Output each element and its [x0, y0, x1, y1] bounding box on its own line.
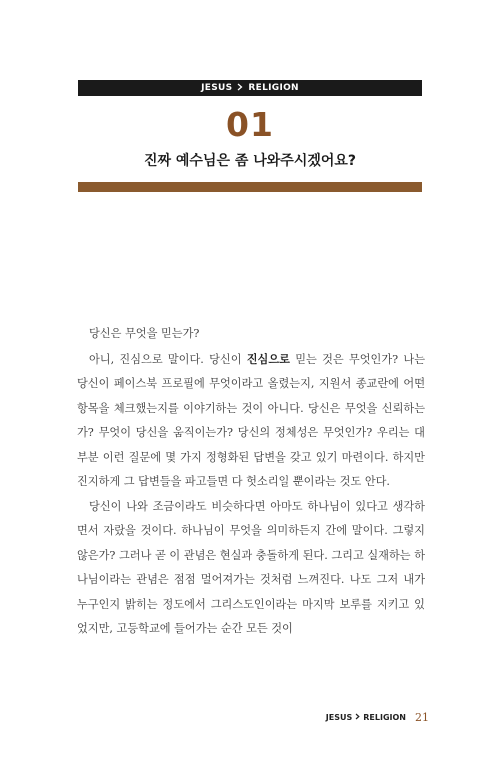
paragraph-2-emphasis: 진심으로	[246, 351, 290, 366]
footer-section-label	[326, 713, 406, 722]
paragraph-2-rest: 믿는 것은 무엇인가? 나는 당신이 페이스북 프로필에 무엇이라고 올렸는지, 지원서 종교란에 어떤 항목을 체크했는지를 이야기하는 것이 아니다. 당신은 무엇을 신뢰하는가? 무엇이 당신을 움직이는가? 당신의 정체성은 무엇인가? 우리는 대부분 이런 질문에 몇 가지 정형화된 답변을 갖고 있기 마련이다. 하지만 진지하게 그 답변들을 파고들면 다 헛소리일 뿐이라는 것도 안다.	[77, 352, 425, 488]
body-text	[77, 322, 425, 642]
page-footer	[326, 711, 429, 724]
banner-label-religion: RELIGION	[248, 83, 299, 93]
paragraph-2	[77, 347, 425, 495]
banner-label-jesus: JESUS	[201, 83, 233, 93]
section-banner	[78, 80, 422, 96]
chevron-right-icon	[355, 713, 360, 722]
footer-label-religion: RELIGION	[363, 713, 406, 722]
chapter-number: 01	[226, 105, 274, 144]
chapter-title: 진짜 예수님은 좀 나와주시겠어요?	[143, 153, 357, 169]
chevron-right-icon	[237, 83, 243, 94]
paragraph-2-start: 아니, 진심으로 말이다. 당신이	[89, 352, 247, 366]
footer-label-jesus: JESUS	[325, 713, 353, 722]
paragraph-1: 당신은 무엇을 믿는가?	[89, 327, 200, 340]
title-divider-bar	[78, 182, 422, 192]
paragraph-3: 당신이 나와 조금이라도 비슷하다면 아마도 하나님이 있다고 생각하면서 자랐을 것이다. 하나님이 무엇을 의미하든지 간에 말이다. 그렇지 않은가? 그러나 곧 이 관념은 현실과 충돌하게 된다. 그리고 실재하는 하나님이라는 관념은 점점 멀어져가는 것처럼 느껴진다. 나도 그저 내가 누구인지 밝히는 정도에서 그리스도인이라는 마지막 보루를 지키고 있었지만, 고등학교에 들어가는 순간 모든 것이	[77, 499, 425, 635]
page-number: 21	[415, 711, 429, 724]
